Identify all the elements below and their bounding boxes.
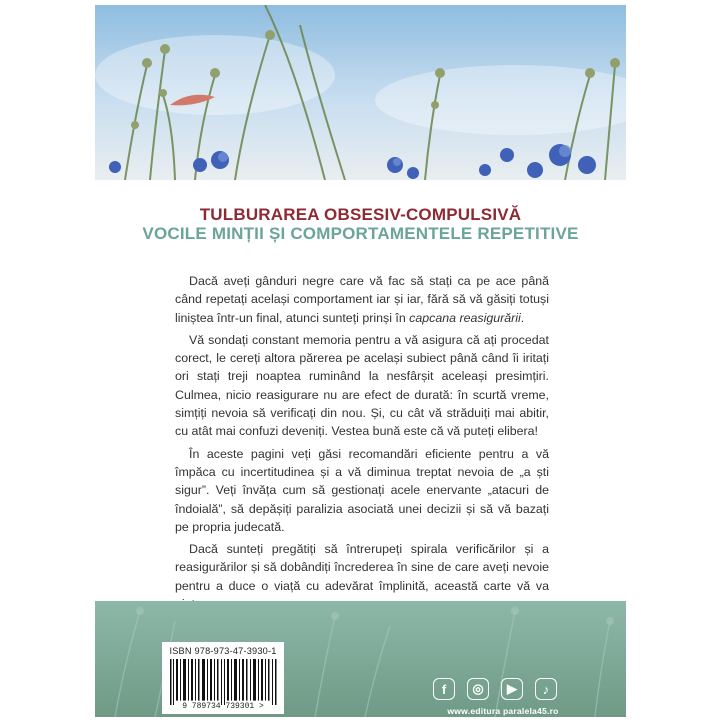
instagram-icon[interactable]: ◎ bbox=[467, 678, 489, 700]
blurb-emphasis: capcana reasigurării bbox=[409, 310, 521, 325]
blurb-paragraph-1-end: . bbox=[520, 310, 525, 325]
youtube-icon[interactable]: ▶ bbox=[501, 678, 523, 700]
social-media-links bbox=[433, 678, 563, 702]
blurb-paragraph-1-text: Dacă aveți gânduri negre care vă fac să stați ca pe ace până când repetați același comportament iar și iar, fără să vă găsiți totuși liniștea într-un final, atunci sunteți prinși în bbox=[175, 274, 549, 325]
isbn-barcode-area bbox=[162, 642, 284, 714]
book-title: TULBURAREA OBSESIV-COMPULSIVĂ bbox=[199, 205, 522, 224]
facebook-icon[interactable]: f bbox=[433, 678, 455, 700]
barcode-graphic bbox=[170, 659, 280, 705]
barcode-digits: 9 789734 739301 > bbox=[182, 702, 264, 711]
cornflower-meadow-photo bbox=[95, 5, 626, 180]
blurb-paragraph-1 bbox=[175, 272, 549, 327]
blurb-paragraph-4: Dacă sunteți pregătiți să întrerupeți spirala verificărilor și a reasigurărilor și să dobândiți încrederea în sine de care aveți nevoie pentru a duce o viață cu adevărat împlinită, această carte vă va bbox=[175, 542, 549, 593]
book-back-cover bbox=[95, 5, 626, 717]
book-subtitle: VOCILE MINȚII ȘI COMPORTAMENTELE REPETITIVE bbox=[142, 224, 579, 243]
blurb-paragraph-3: În aceste pagini veți găsi recomandări eficiente pentru a vă împăca cu incertitudinea și a vă diminua treptat nevoia de „a ști sigur”. Veți învăța cum să gestionați acele enervante „atacuri de îndoială”, să depășiți paralizia asociată unei decizii și să vă bazați pe propria judecată. bbox=[175, 446, 549, 534]
blurb-text bbox=[175, 272, 549, 617]
tiktok-icon[interactable]: ♪ bbox=[535, 678, 557, 700]
isbn-label: ISBN 978-973-47-3930-1 bbox=[169, 646, 277, 656]
publisher-website[interactable]: www.editura paralela45.ro bbox=[447, 706, 559, 716]
blurb-paragraph-2: Vă sondați constant memoria pentru a vă asigura că ați procedat corect, le cereți altora părerea pe același subiect până când îi iritați ori stați treji noaptea ruminând la nesfârșit aceleași presimțiri. Culmea, nicio reasigurare nu are efect de durată: în scurtă vreme, simțiți nevoia să verificați din nou. Și, cu cât vă străduiți mai abitir, cu atât mai confuzi deveniți. Vestea bună este că vă puteți elibera! bbox=[175, 332, 549, 439]
